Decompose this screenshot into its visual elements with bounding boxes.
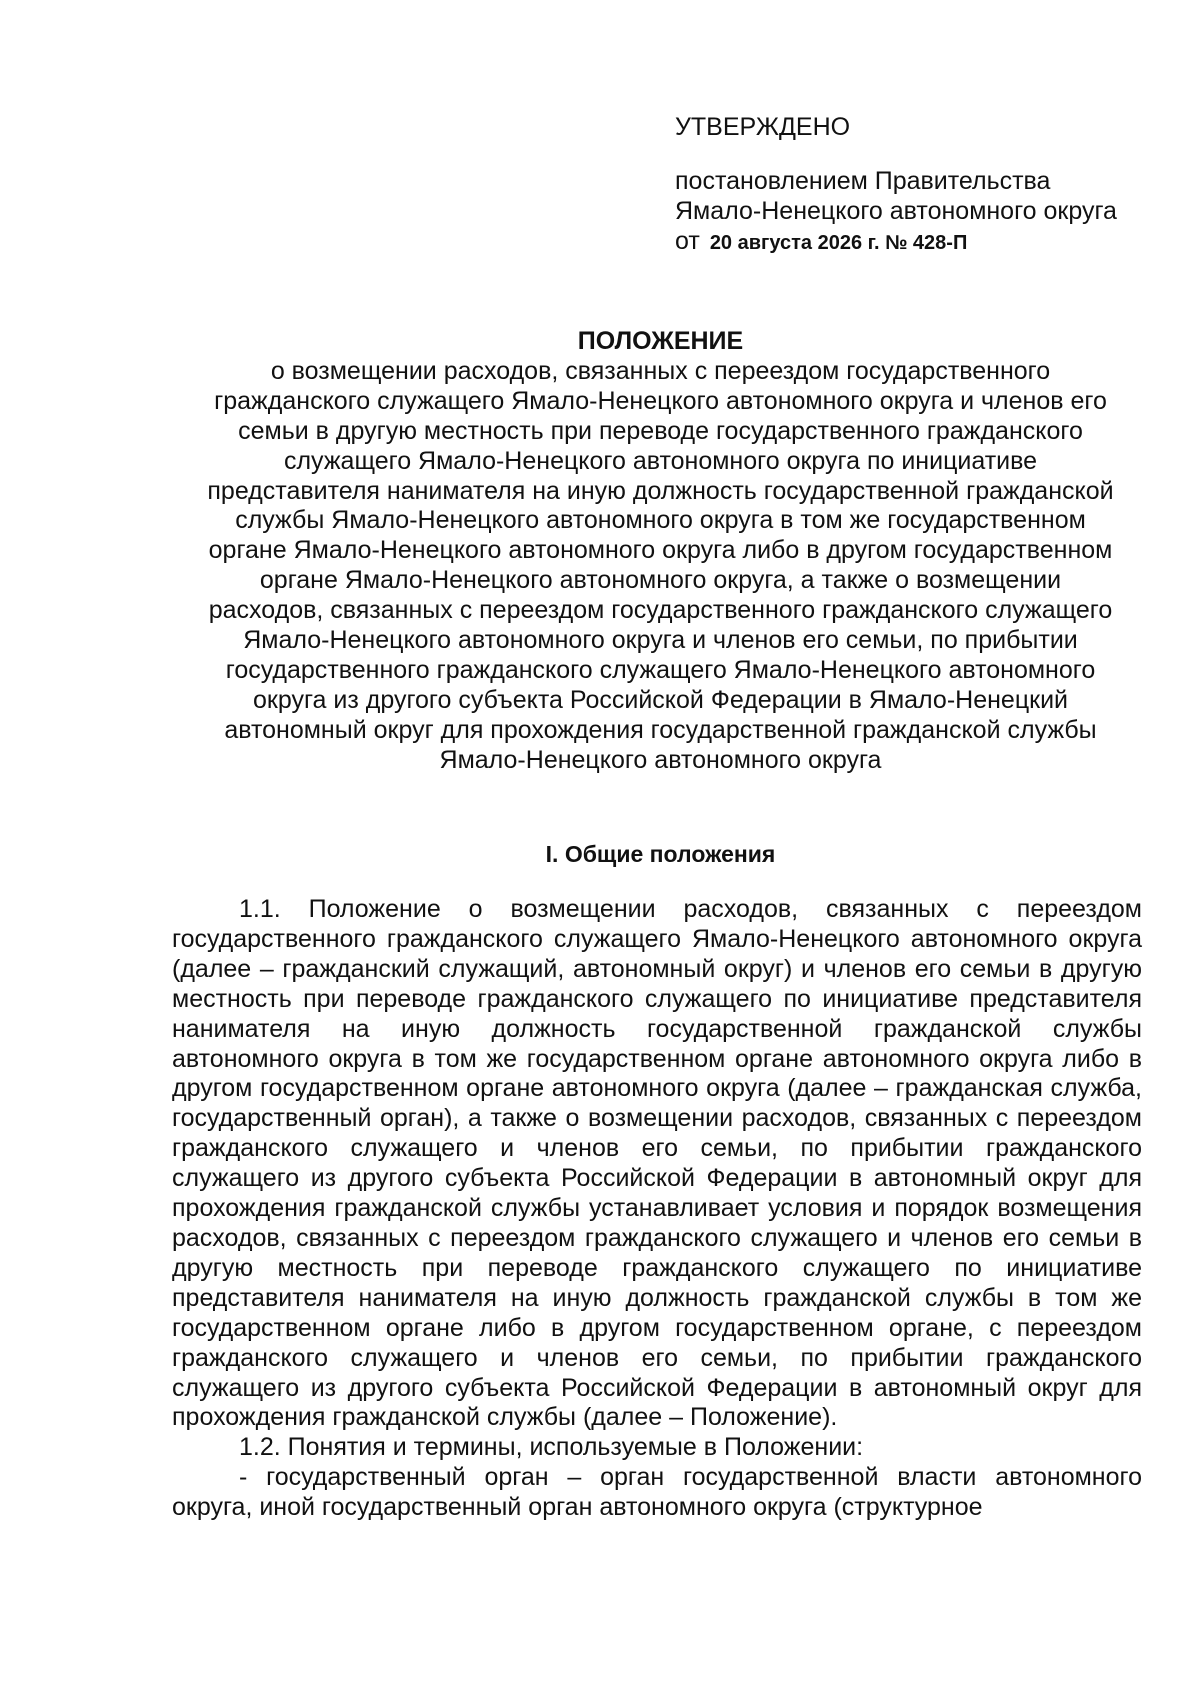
subtitle-line: Ямало-Ненецкого автономного округа: [439, 745, 882, 774]
subtitle-line: округа из другого субъекта Российской Федерации в Ямало-Ненецкий: [252, 685, 1068, 714]
approved-label: УТВЕРЖДЕНО: [675, 113, 851, 141]
subtitle-line: расходов, связанных с переездом государственного гражданского служащего: [208, 596, 1113, 625]
decree-date-number: 20 августа 2026 г. № 428-П: [709, 231, 968, 254]
subtitle-line: представителя нанимателя на иную должность государственной гражданской: [207, 476, 1114, 505]
subtitle-line: органе Ямало-Ненецкого автономного округа, а также о возмещении: [259, 566, 1062, 595]
subtitle-line: семьи в другую местность при переводе государственного гражданского: [238, 416, 1083, 445]
subtitle-line: органе Ямало-Ненецкого автономного округа либо в другом государственном: [208, 536, 1113, 565]
title-block: [160, 327, 1161, 776]
definition-item: - государственный орган – орган государственной власти автономного округа, иной государственный орган автономного округа (структурное: [172, 1463, 1142, 1522]
subtitle-line: службы Ямало-Ненецкого автономного округа в том же государственном: [235, 506, 1086, 535]
paragraph-1-1: 1.1. Положение о возмещении расходов, связанных с переездом государственного гражданского служащего Ямало-Ненецкого автономного округа (далее – гражданский служащий, автономный округ) и членов его семьи в другую местность при переводе гражданского служащего по инициативе представителя нанимателя на иную должность государственной гражданской службы автономного округа в том же государственном органе автономного округа либо в другом государственном органе автономного округа (далее – гражданская служба, государственный орган), а также о возмещении расходов, связанных с переездом гражданского служащего и членов его семьи, по прибытии гражданского служащего из другого субъекта Российской Федерации в автономный округ для прохождения гражданской службы устанавливает условия и порядок возмещения расходов, связанных с переездом гражданского служащего и членов его семьи в другую местность при переводе гражданского служащего по инициативе представителя нанимателя на иную должность гражданской службы в том же государственном органе либо в другом государственном органе, с переездом гражданского служащего и членов его семьи, по прибытии гражданского служащего из другого субъекта Российской Федерации в автономный округ для прохождения гражданской службы (далее – Положение).: [172, 895, 1142, 1432]
paragraph-1-2: 1.2. Понятия и термины, используемые в Положении:: [239, 1433, 864, 1462]
subtitle-line: о возмещении расходов, связанных с переездом государственного: [270, 356, 1051, 385]
decree-line-1: постановлением Правительства: [675, 166, 1051, 195]
body-text: [172, 895, 1142, 1523]
subtitle-line: Ямало-Ненецкого автономного округа и членов его семьи, по прибытии: [243, 626, 1078, 655]
section-title: I. Общие положения: [545, 841, 776, 867]
decree-date-line: [675, 227, 1175, 259]
document-title: ПОЛОЖЕНИЕ: [577, 327, 744, 355]
subtitle-line: гражданского служащего Ямало-Ненецкого автономного округа и членов его: [214, 386, 1107, 415]
approval-stamp: [675, 113, 1175, 259]
subtitle-line: автономный округ для прохождения государственной гражданской службы: [224, 715, 1097, 744]
from-label: от: [675, 226, 700, 255]
subtitle-line: служащего Ямало-Ненецкого автономного округа по инициативе: [283, 446, 1038, 475]
subtitle-line: государственного гражданского служащего Ямало-Ненецкого автономного: [225, 655, 1096, 684]
decree-line-2: Ямало-Ненецкого автономного округа: [675, 196, 1117, 225]
